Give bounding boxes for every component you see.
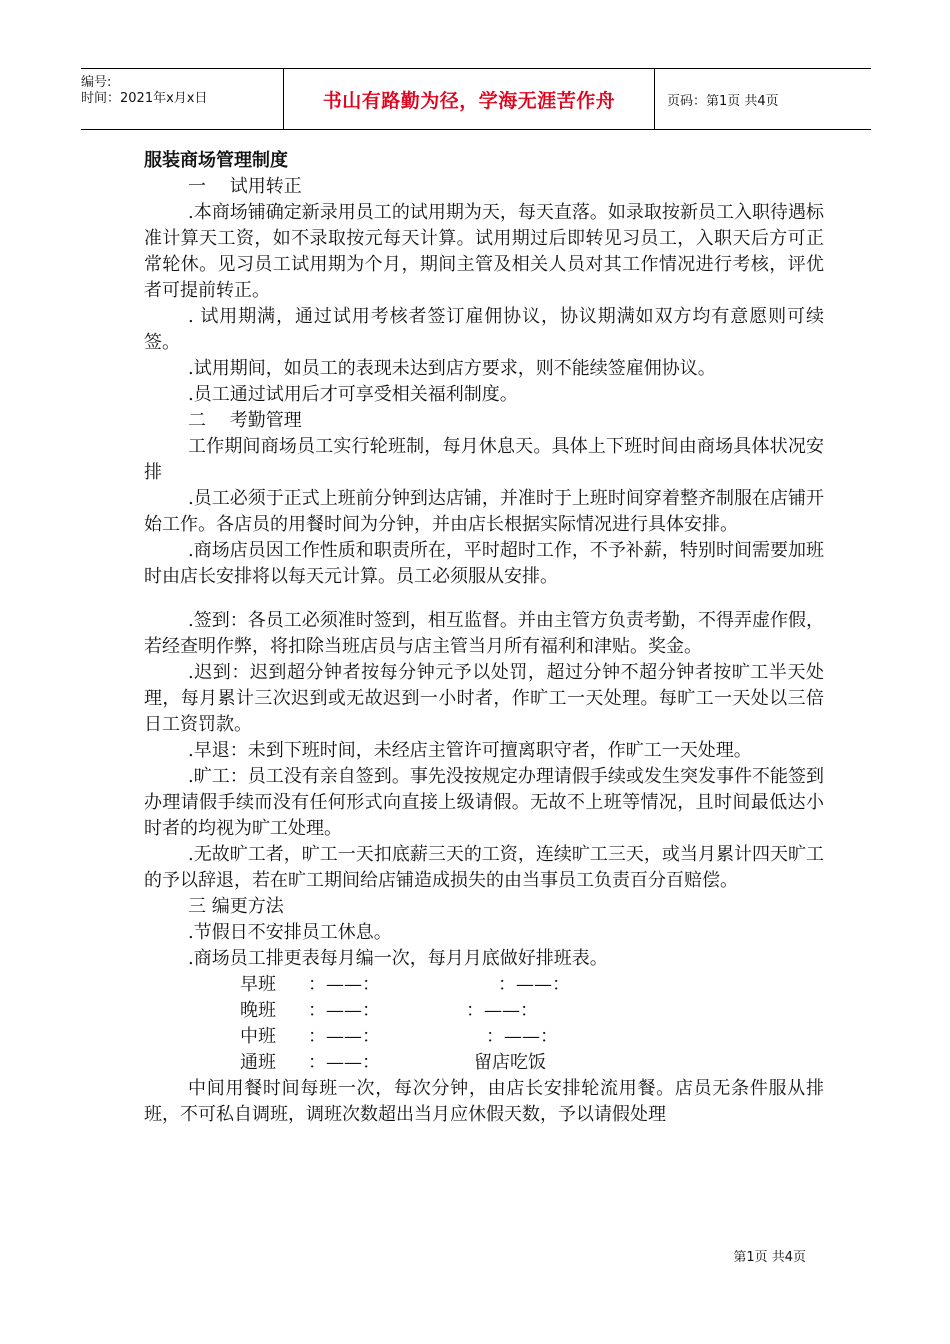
shift-name: 早班 [240, 974, 276, 995]
paragraph: . 试用期满，通过试用考核者签订雇佣协议，协议期满如双方均有意愿则可续签。 [144, 306, 824, 353]
paragraph: .商场店员因工作性质和职责所在，平时超时工作，不予补薪，特别时间需要加班时由店长安排将以每天元计算。员工必须服从安排。 [144, 540, 824, 587]
shift-time: ：——： [498, 974, 570, 995]
page-header [81, 68, 871, 130]
shift-name: 通班 [240, 1052, 276, 1073]
paragraph: .迟到：迟到超分钟者按每分钟元予以处罚，超过分钟不超分钟者按旷工半天处理，每月累计三次迟到或无故迟到一小时者，作旷工一天处理。每旷工一天处以三倍日工资罚款。 [144, 662, 824, 735]
document-body [144, 148, 824, 1128]
shift-name: 晚班 [240, 1000, 276, 1021]
header-motto-cell [283, 69, 655, 129]
spacer [144, 590, 824, 608]
shift-row [144, 972, 824, 998]
paragraph: .试用期间，如员工的表现未达到店方要求，则不能续签雇佣协议。 [188, 358, 716, 379]
paragraph: 中间用餐时间每班一次，每次分钟，由店长安排轮流用餐。店员无条件服从排班，不可私自调班，调班次数超出当月应休假天数，予以请假处理 [144, 1078, 824, 1125]
shift-time: ：——： [308, 1026, 380, 1047]
header-page-label: 页码：第1页 共4页 [667, 93, 779, 109]
shift-row [144, 998, 824, 1024]
paragraph: 工作期间商场员工实行轮班制，每月休息天。具体上下班时间由商场具体状况安排 [144, 436, 824, 483]
section-heading-3: 三 编更方法 [188, 896, 284, 917]
shift-time: ：——： [308, 1000, 380, 1021]
document-title: 服装商场管理制度 [144, 150, 288, 171]
section-heading-2: 二 考勤管理 [188, 410, 302, 431]
header-page-cell [655, 69, 871, 129]
paragraph: .本商场铺确定新录用员工的试用期为天，每天直落。如录取按新员工入职待遇标准计算天工资，如不录取按元每天计算。试用期过后即转见习员工，入职天后方可正常轮休。见习员工试用期为个月，期间主管及相关人员对其工作情况进行考核，评优者可提前转正。 [144, 202, 824, 301]
doc-date-label: 时间：2021年x月x日 [81, 91, 208, 106]
paragraph: .旷工：员工没有亲自签到。事先没按规定办理请假手续或发生突发事件不能签到办理请假手续而没有任何形式向直接上级请假。无故不上班等情况，且时间最低达小时者的均视为旷工处理。 [144, 766, 824, 839]
paragraph: .无故旷工者，旷工一天扣底薪三天的工资，连续旷工三天，或当月累计四天旷工的予以辞退，若在旷工期间给店铺造成损失的由当事员工负责百分百赔偿。 [144, 844, 824, 891]
shift-row [144, 1024, 824, 1050]
shift-time: ：——： [466, 1000, 538, 1021]
paragraph: .节假日不安排员工休息。 [188, 922, 392, 943]
paragraph: .员工通过试用后才可享受相关福利制度。 [188, 384, 518, 405]
shift-row [144, 1050, 824, 1076]
page-footer: 第1页 共4页 [733, 1250, 806, 1265]
shift-table [144, 972, 824, 1076]
shift-time: ：——： [486, 1026, 558, 1047]
shift-time: ：——： [308, 1052, 380, 1073]
paragraph: .员工必须于正式上班前分钟到达店铺，并准时于上班时间穿着整齐制服在店铺开始工作。各店员的用餐时间为分钟，并由店长根据实际情况进行具体安排。 [144, 488, 824, 535]
header-motto: 书山有路勤为径，学海无涯苦作舟 [322, 89, 616, 112]
shift-note: 留店吃饭 [474, 1052, 546, 1073]
paragraph: .商场员工排更表每月编一次，每月月底做好排班表。 [188, 948, 608, 969]
header-meta [81, 69, 283, 129]
paragraph: .早退：未到下班时间，未经店主管许可擅离职守者，作旷工一天处理。 [188, 740, 752, 761]
shift-name: 中班 [240, 1026, 276, 1047]
section-heading-1: 一 试用转正 [188, 176, 302, 197]
shift-time: ：——： [308, 974, 380, 995]
doc-number-label: 编号: [81, 75, 112, 90]
paragraph: .签到：各员工必须准时签到，相互监督。并由主管方负责考勤，不得弄虚作假，若经查明作弊，将扣除当班店员与店主管当月所有福利和津贴。奖金。 [144, 610, 824, 657]
